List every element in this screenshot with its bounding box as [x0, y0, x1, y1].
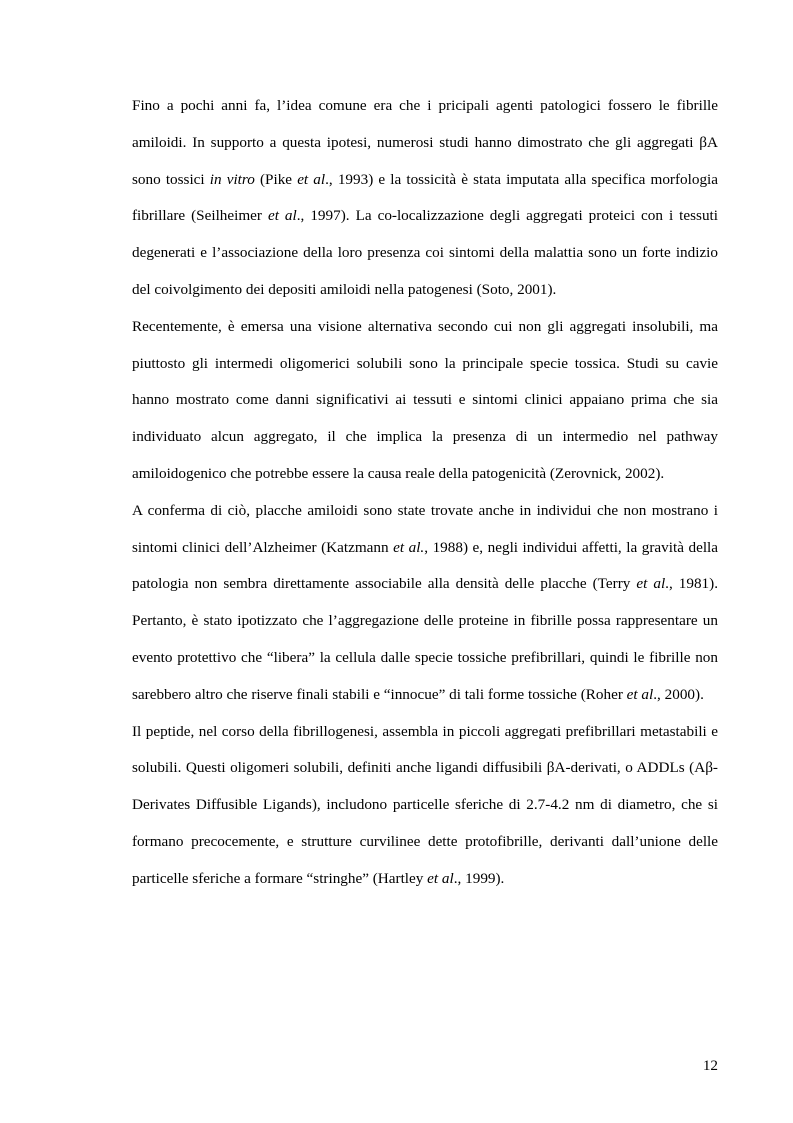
text-run: Fino a pochi anni fa, l’idea comune era che i pricipali agenti patologici fossero le fibrille amiloidi. In supporto a questa ipotesi, numerosi studi hanno dimostrato che gli aggregati βA sono tossici [132, 97, 718, 188]
text-run: A conferma di ciò, placche amiloidi sono state trovate anche in individui che non mostrano i sintomi clinici dell’Alzheimer (Katzmann [132, 501, 718, 556]
paragraph-3 [132, 493, 718, 714]
text-run: ., 1999). [453, 869, 505, 887]
text-run: ., 2000). [653, 685, 704, 703]
paragraph-1 [132, 88, 718, 309]
italic-run: et al. [393, 538, 425, 556]
italic-run: et al [297, 170, 326, 188]
italic-run: et al [636, 575, 666, 593]
page-number: 12 [702, 1057, 718, 1074]
text-run: (Pike [254, 170, 298, 188]
italic-run: et al [626, 685, 654, 703]
text-run: Recentemente, è emersa una visione alternativa secondo cui non gli aggregati insolubili, ma piuttosto gli intermedi oligomerici solubili sono la principale specie tossica. Studi su cavie hanno mostrato come danni significativi ai tessuti e sintomi clinici appaiano prima che sia individuato alcun aggregato, il che implica la presenza di un intermedio nel pathway amiloidogenico che potrebbe essere la causa reale della patogenicità (Zerovnick, 2002). [132, 317, 718, 482]
text-run: ., 1993) e la tossicità è stata imputata alla specifica morfologia fibrillare (Seilheimer [132, 170, 718, 225]
italic-run: et al [427, 869, 454, 887]
paragraph-4 [132, 714, 718, 898]
italic-run: et al [267, 207, 297, 225]
text-run: ., 1981). Pertanto, è stato ipotizzato che l’aggregazione delle proteine in fibrille possa rappresentare un evento protettivo che “libera” la cellula dalle specie tossiche prefibrillari, quindi le fibrille non sarebbero altro che riserve finali stabili e “innocue” di tali forme tossiche (Roher [132, 575, 719, 703]
text-run: Il peptide, nel corso della fibrillogenesi, assembla in piccoli aggregati prefibrillari metastabili e solubili. Questi oligomeri solubili, definiti anche ligandi diffusibili βA-derivati, o ADDLs (Aβ-Derivates Diffusible Ligands), includono particelle sferiche di 2.7-4.2 nm di diametro, che si formano precocemente, e strutture curvilinee dette protofibrille, derivanti dall’unione delle particelle sferiche a formare “stringhe” (Hartley [132, 722, 718, 887]
italic-run: in vitro [209, 170, 255, 188]
text-run: ., 1997). La co-localizzazione degli aggregati proteici con i tessuti degenerati e l’associazione della loro presenza coi sintomi della malattia sono un forte indizio del coivolgimento dei depositi amiloidi nella patogenesi (Soto, 2001). [132, 207, 718, 298]
text-run: , 1988) e, negli individui affetti, la gravità della patologia non sembra direttamente associabile alla densità delle placche (Terry [132, 538, 719, 593]
body-text [132, 88, 718, 898]
paragraph-2 [132, 309, 718, 493]
